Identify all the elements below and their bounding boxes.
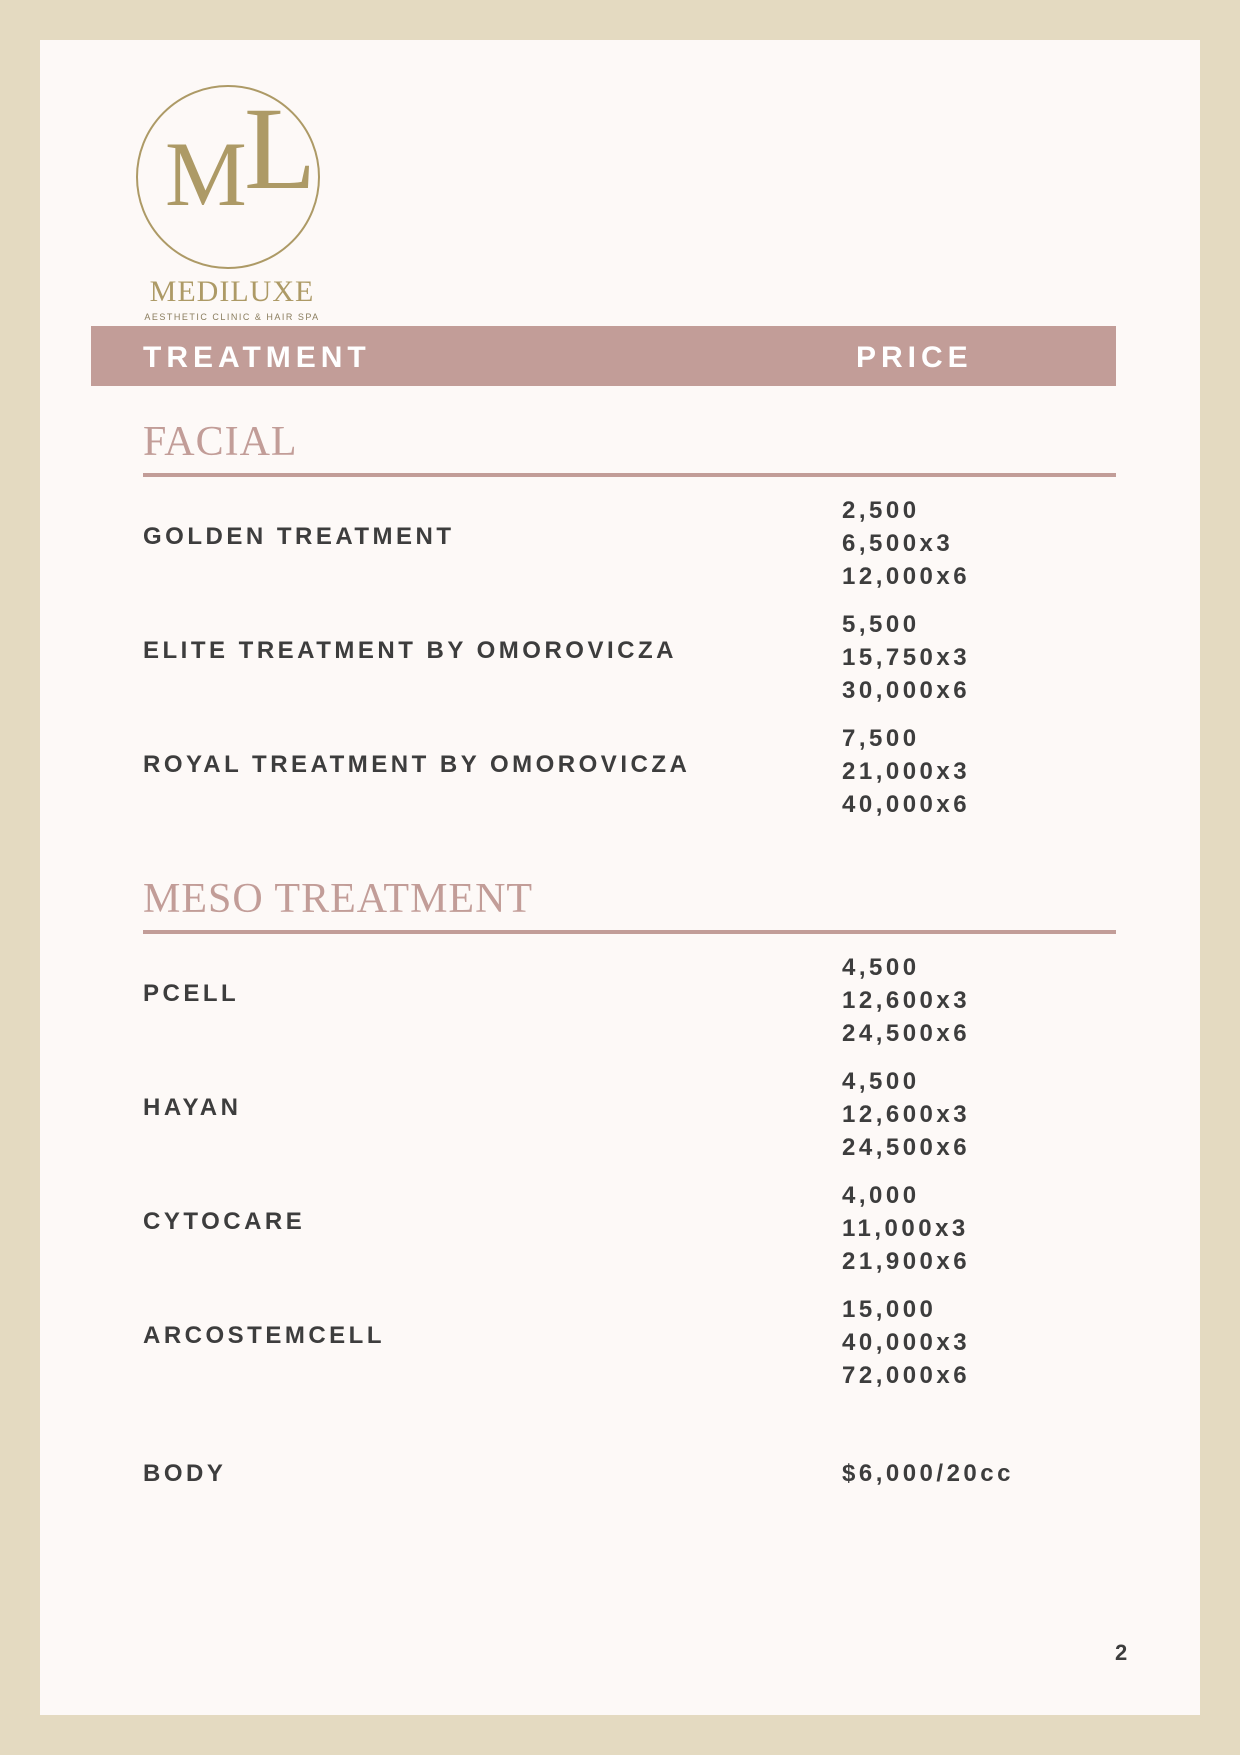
price-list-page: [40, 40, 1200, 1715]
item-price: [842, 1457, 1014, 1490]
price-package-6: 24,500x6: [842, 1134, 971, 1161]
logo-monogram-m: M: [165, 123, 247, 225]
price-package-6: 21,900x6: [842, 1248, 971, 1275]
item-price: [842, 1179, 970, 1278]
section-divider: [143, 473, 1116, 477]
item-name: HAYAN: [143, 1094, 242, 1121]
header-treatment-label: TREATMENT: [143, 341, 371, 374]
item-price: [842, 608, 970, 707]
price-single: 4,000: [842, 1182, 920, 1209]
item-price: [842, 1293, 970, 1392]
item-name: CYTOCARE: [143, 1208, 306, 1235]
price-package-6: 30,000x6: [842, 677, 971, 704]
price-package-3: 11,000x3: [842, 1215, 969, 1242]
item-name: ARCOSTEMCELL: [143, 1322, 385, 1349]
price-single: 2,500: [842, 497, 920, 524]
section-divider: [143, 930, 1116, 934]
price-package-3: 12,600x3: [842, 987, 971, 1014]
item-price: [842, 951, 970, 1050]
mediluxe-logo: [92, 60, 320, 322]
price-single: 15,000: [842, 1296, 937, 1323]
price-package-6: 12,000x6: [842, 563, 971, 590]
price-single: 5,500: [842, 611, 920, 638]
item-price: [842, 1065, 970, 1164]
price-package-6: 72,000x6: [842, 1362, 971, 1389]
price-single: 4,500: [842, 1068, 920, 1095]
item-name: BODY: [143, 1460, 227, 1487]
item-name: PCELL: [143, 980, 240, 1007]
logo-name: MEDILUXE: [149, 275, 315, 308]
price-single: $6,000/20cc: [842, 1460, 1014, 1487]
price-package-6: 24,500x6: [842, 1020, 971, 1047]
item-name: GOLDEN TREATMENT: [143, 523, 455, 550]
price-package-6: 40,000x6: [842, 791, 971, 818]
price-package-3: 15,750x3: [842, 644, 971, 671]
section-title-facial: FACIAL: [143, 419, 298, 465]
logo-monogram-l: L: [244, 83, 317, 214]
price-single: 4,500: [842, 954, 920, 981]
header-price-label: PRICE: [856, 341, 973, 374]
price-package-3: 12,600x3: [842, 1101, 971, 1128]
price-package-3: 6,500x3: [842, 530, 954, 557]
price-single: 7,500: [842, 725, 920, 752]
item-name: ELITE TREATMENT BY OMOROVICZA: [143, 637, 677, 664]
item-price: [842, 722, 970, 821]
section-title-meso: MESO TREATMENT: [143, 876, 534, 922]
logo-tagline: AESTHETIC CLINIC & HAIR SPA: [144, 312, 320, 322]
item-name: ROYAL TREATMENT BY OMOROVICZA: [143, 751, 691, 778]
table-header-bar: [91, 326, 1116, 386]
price-package-3: 40,000x3: [842, 1329, 971, 1356]
page-number: 2: [1115, 1640, 1128, 1665]
item-price: [842, 494, 970, 593]
price-package-3: 21,000x3: [842, 758, 971, 785]
